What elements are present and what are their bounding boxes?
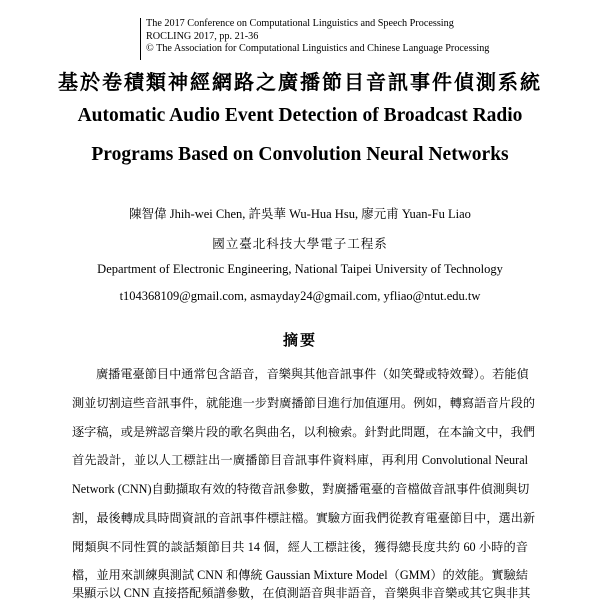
- affiliation-zh: 國立臺北科技大學電子工程系: [212, 237, 388, 251]
- abstract-heading: 摘要: [282, 333, 317, 349]
- abstract-line: 果顯示以 CNN 直接搭配頻譜參數，在偵測語音與非語音，音樂與非音樂或其它與非其: [72, 586, 531, 600]
- paper-title-zh: 基於卷積類神經網路之廣播節目音訊事件偵測系統: [58, 72, 542, 94]
- paper-title-en-line2: Programs Based on Convolution Neural Networks: [91, 144, 509, 165]
- abstract-line: 逐字稿，或是辨認音樂片段的歌名與曲名，以利檢索。針對此問題，在本論文中，我們: [72, 425, 536, 439]
- header-conference-name: The 2017 Conference on Computational Linguistics and Speech Processing: [146, 18, 454, 29]
- abstract-line: 檔，並用來訓練與測試 CNN 和傳統 Gaussian Mixture Model（GMM）的效能。實驗結: [72, 568, 528, 582]
- author-emails: t104368109@gmail.com, asmayday24@gmail.com, yfliao@ntut.edu.tw: [119, 289, 481, 303]
- affiliation-en: Department of Electronic Engineering, National Taipei University of Technology: [97, 262, 503, 276]
- abstract-line: 聞類與不同性質的談話類節目共 14 個，經人工標註後，獲得總長度共約 60 小時的音: [72, 540, 528, 554]
- paper-title-en-line1: Automatic Audio Event Detection of Broadcast Radio: [77, 105, 523, 126]
- conference-header: [140, 18, 580, 56]
- header-copyright: © The Association for Computational Linguistics and Chinese Language Processing: [146, 43, 490, 54]
- abstract-line: 測並切割這些音訊事件，就能進一步對廣播節目進行加值運用。例如，轉寫語音片段的: [72, 396, 536, 410]
- abstract-line: Network (CNN)自動擷取有效的特徵音訊參數，對廣播電臺的音檔做音訊事件偵測與切: [72, 482, 530, 496]
- abstract-line: 首先設計，並以人工標註出一廣播節目音訊事件資料庫，再利用 Convolutional Neural: [72, 453, 528, 467]
- header-rule: [140, 18, 141, 60]
- abstract-line: 割，最後轉成具時間資訊的音訊事件標註檔。實驗方面我們從教育電臺節目中，選出新: [72, 511, 536, 525]
- header-proceedings-pages: ROCLING 2017, pp. 21-36: [146, 30, 259, 42]
- authors: 陳智偉 Jhih-wei Chen, 許吳華 Wu-Hua Hsu, 廖元甫 Yuan-Fu Liao: [129, 207, 471, 221]
- abstract-line: 廣播電臺節目中通常包含語音，音樂與其他音訊事件（如笑聲或特效聲）。若能偵: [96, 367, 529, 381]
